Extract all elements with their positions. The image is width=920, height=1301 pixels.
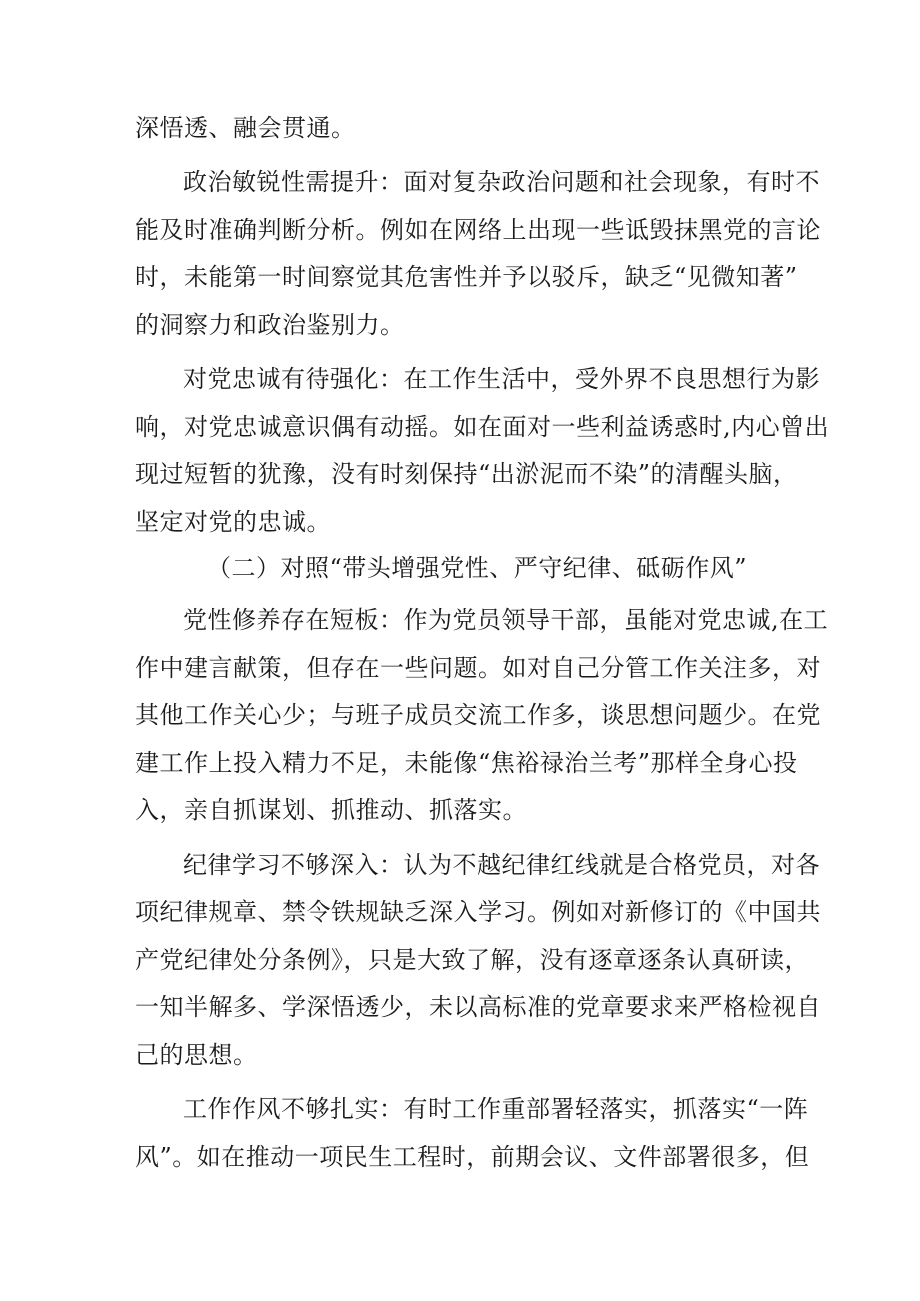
paragraph-party-spirit: 党性修养存在短板：作为党员领导干部，虽能对党忠诚,在工 bbox=[183, 606, 829, 634]
text-line: 的洞察力和政治鉴别力。 bbox=[135, 311, 405, 339]
paragraph-party-loyalty: 对党忠诚有待强化：在工作生活中，受外界不良思想行为影 bbox=[183, 365, 820, 393]
paragraph-discipline-study: 纪律学习不够深入：认为不越纪律红线就是合格党员，对各 bbox=[183, 851, 820, 879]
text-line: 己的思想。 bbox=[135, 1041, 258, 1069]
text-line: 坚定对党的忠诚。 bbox=[135, 508, 331, 536]
paragraph-political-sensitivity: 政治敏锐性需提升：面对复杂政治问题和社会现象，有时不 bbox=[183, 168, 820, 196]
text-line: 现过短暂的犹豫，没有时刻保持“出淤泥而不染”的清醒头脑， bbox=[135, 460, 798, 488]
text-line: 建工作上投入精力不足，未能像“焦裕禄治兰考”那样全身心投 bbox=[135, 749, 798, 777]
text-line: 入，亲自抓谋划、抓推动、抓落实。 bbox=[135, 796, 527, 824]
text-line: 深悟透、融会贯通。 bbox=[135, 114, 356, 142]
text-line: 能及时准确判断分析。例如在网络上出现一些诋毁抹黑党的言论 bbox=[135, 216, 821, 244]
text-line: 时，未能第一时间察觉其危害性并予以驳斥，缺乏“见微知著” bbox=[135, 263, 798, 291]
text-line: 作中建言献策，但存在一些问题。如对自己分管工作关注多，对 bbox=[135, 654, 821, 682]
text-line: 风”。如在推动一项民生工程时，前期会议、文件部署很多，但 bbox=[135, 1143, 810, 1171]
text-line: 响，对党忠诚意识偶有动摇。如在面对一些利益诱惑时,内心曾出 bbox=[135, 413, 830, 441]
paragraph-work-style: 工作作风不够扎实：有时工作重部署轻落实，抓落实“一阵 bbox=[183, 1095, 809, 1123]
text-line: 项纪律规章、禁令铁规缺乏深入学习。例如对新修订的《中国共 bbox=[135, 898, 821, 926]
text-line: 其他工作关心少；与班子成员交流工作多，谈思想问题少。在党 bbox=[135, 701, 821, 729]
text-line: 产党纪律处分条例》，只是大致了解，没有逐章逐条认真研读， bbox=[135, 946, 809, 974]
section-heading: （二）对照“带头增强党性、严守纪律、砥砺作风” bbox=[207, 554, 748, 582]
text-line: 一知半解多、学深悟透少，未以高标准的党章要求来严格检视自 bbox=[135, 993, 821, 1021]
